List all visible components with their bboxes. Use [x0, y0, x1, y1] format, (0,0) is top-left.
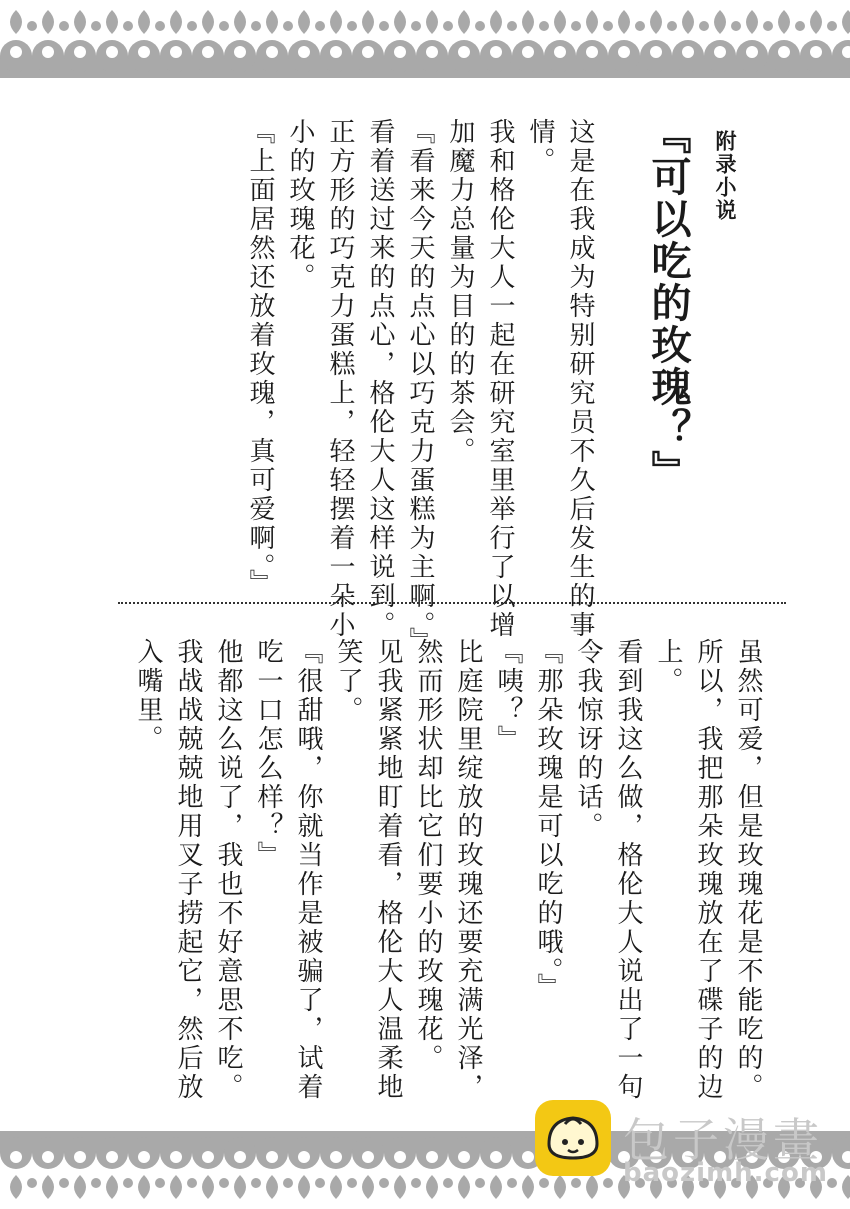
watermark-chinese: 包子漫畫 — [623, 1113, 823, 1167]
text-column: 我战战兢兢地用叉子捞起它，然后放 — [173, 638, 203, 1102]
text-column: 比庭院里绽放的玫瑰还要充满光泽， — [453, 638, 483, 1102]
text-column: 虽然可爱，但是玫瑰花是不能吃的。 — [733, 638, 763, 1102]
text-column: 情。 — [525, 118, 555, 176]
series-label: 附录小说 — [713, 130, 737, 222]
text-column: 上。 — [653, 638, 683, 696]
story-section-1 — [240, 118, 600, 656]
top-lace-border — [0, 0, 850, 78]
story-title: 『可以吃的玫瑰？』 — [645, 114, 691, 492]
text-column: 『看来今天的点心以巧克力蛋糕为主啊。』 — [405, 118, 435, 656]
text-column: 笑了。 — [333, 638, 363, 725]
title-block — [645, 114, 740, 492]
text-column: 看到我这么做，格伦大人说出了一句 — [613, 638, 643, 1102]
text-column: 加魔力总量为目的的茶会。 — [445, 118, 475, 466]
text-column: 『很甜哦，你就当作是被骗了，试着 — [293, 638, 323, 1102]
text-column: 这是在我成为特别研究员不久后发生的事 — [565, 118, 595, 640]
text-column: 我和格伦大人一起在研究室里举行了以增 — [485, 118, 515, 640]
text-column: 『咦？』 — [493, 638, 523, 754]
text-column: 然而形状却比它们要小的玫瑰花。 — [413, 638, 443, 1073]
text-column: 正方形的巧克力蛋糕上，轻轻摆着一朵小 — [325, 118, 355, 640]
text-column: 所以，我把那朵玫瑰放在了碟子的边 — [693, 638, 723, 1102]
text-column: 『上面居然还放着玫瑰，真可爱啊。』 — [245, 118, 275, 598]
text-column: 令我惊讶的话。 — [573, 638, 603, 841]
text-column: 『那朵玫瑰是可以吃的哦。』 — [533, 638, 563, 1002]
text-column: 看着送过来的点心，格伦大人这样说到。 — [365, 118, 395, 640]
story-section-2 — [128, 638, 768, 1102]
text-column: 入嘴里。 — [133, 638, 163, 754]
watermark-url: baozimh.com — [623, 1158, 828, 1188]
text-column: 见我紧紧地盯着看，格伦大人温柔地 — [373, 638, 403, 1102]
text-column: 吃一口怎么样？』 — [253, 638, 283, 870]
text-column: 他都这么说了，我也不好意思不吃。 — [213, 638, 243, 1102]
watermark — [535, 1100, 845, 1200]
bun-logo-icon — [535, 1100, 611, 1176]
text-column: 小的玫瑰花。 — [285, 118, 315, 292]
section-divider — [118, 602, 786, 604]
